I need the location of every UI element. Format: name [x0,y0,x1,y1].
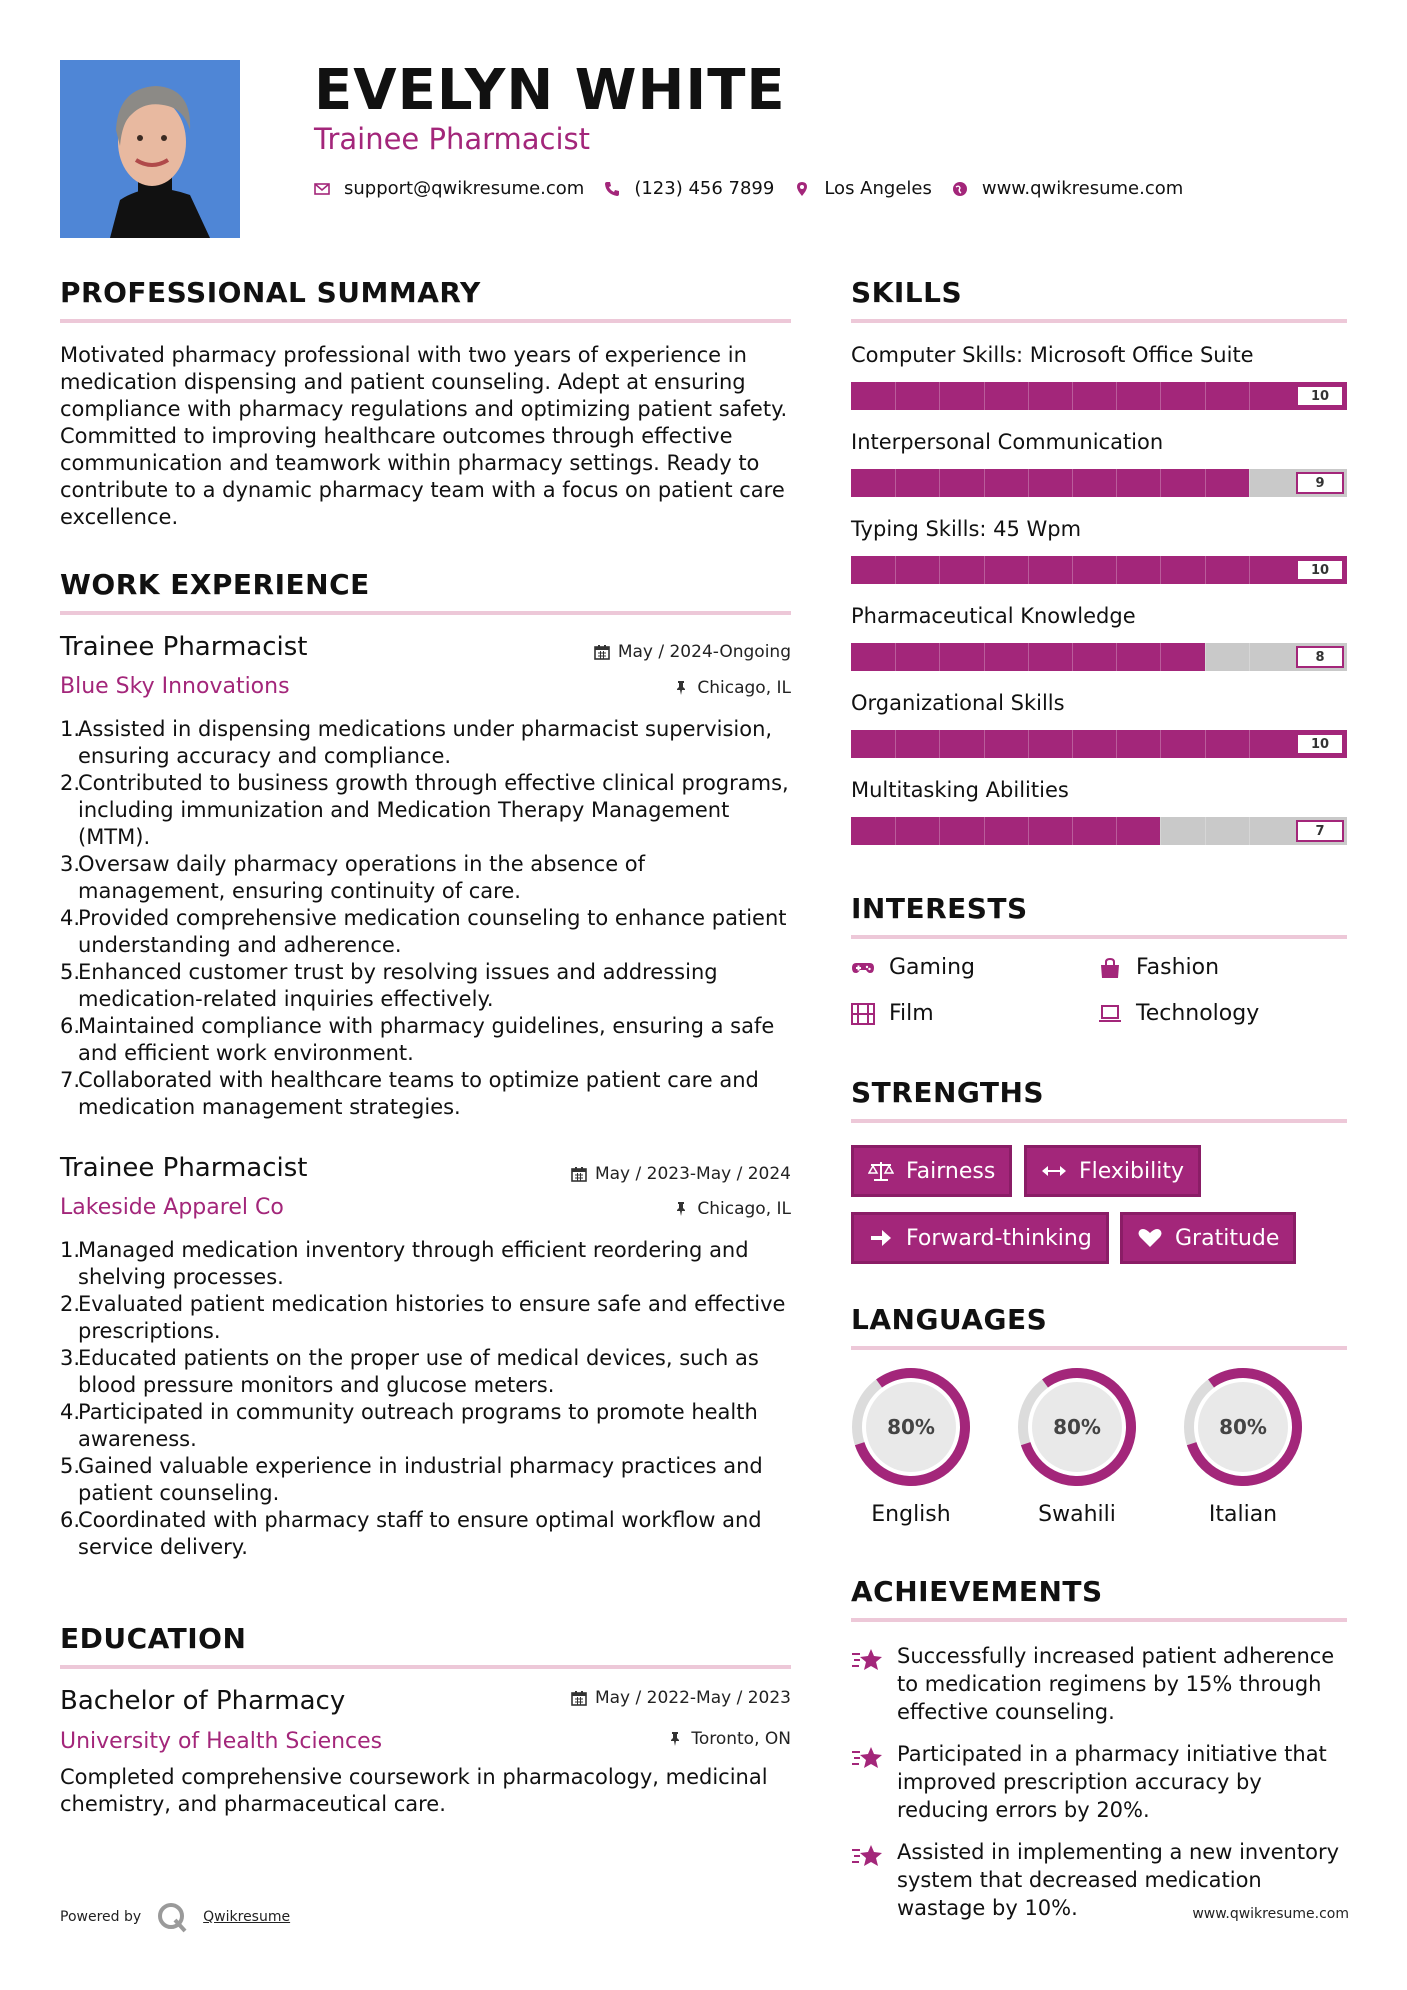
skill-bar-tick [1205,382,1206,410]
shooting-star-icon [851,1646,885,1674]
interest-item [1098,1001,1259,1026]
skill-bar-tick [1028,556,1029,584]
skill-bar-tick [984,469,985,497]
strengths-heading: STRENGTHS [851,1076,1045,1109]
skill-score: 10 [1296,733,1344,755]
skill-bar-tick [1072,643,1073,671]
candidate-role: Trainee Pharmacist [314,122,591,156]
job-1-bullets [60,716,795,1121]
skill-bar-tick [895,643,896,671]
skill-bar-tick [1116,730,1117,758]
education-heading: EDUCATION [60,1622,247,1655]
skill-score: 8 [1296,646,1344,668]
strength-tag [851,1212,1109,1264]
envelope-icon [314,181,330,197]
experience-heading: WORK EXPERIENCE [60,568,370,601]
arrow-right-icon [868,1227,894,1249]
ring-label: 80% [1053,1415,1101,1439]
job-1-title: Trainee Pharmacist [60,632,308,662]
list-item: Enhanced customer trust by resolving issues and addressing medication-related inquiries effectively. [78,960,718,1011]
gamepad-icon [851,957,875,979]
skill-bar-fill [851,469,1249,497]
skill-bar-tick [939,382,940,410]
skill-bar-tick [1160,643,1161,671]
interest-label: Fashion [1136,955,1220,980]
strength-label: Flexibility [1079,1158,1184,1184]
skill-bar [851,817,1347,845]
pushpin-icon [667,1731,683,1747]
skill-bar-tick [1160,382,1161,410]
skill-bar-tick [895,556,896,584]
strengths-divider [851,1119,1347,1123]
heart-icon [1137,1227,1163,1249]
skill-bar-tick [1116,643,1117,671]
skill-bar-tick [939,643,940,671]
skill-bar-tick [984,817,985,845]
skill-bar-tick [1205,469,1206,497]
footer-url[interactable]: www.qwikresume.com [1192,1906,1349,1922]
job-2-location [673,1199,791,1219]
job-1-company: Blue Sky Innovations [60,674,290,699]
summary-divider [60,319,791,323]
strength-tag [1120,1212,1296,1264]
strength-tag [1024,1145,1201,1197]
education-location-text: Toronto, ON [691,1729,791,1749]
job-2-dates [571,1164,791,1184]
skill-bar-tick [895,817,896,845]
skill-bar-tick [1205,556,1206,584]
languages-heading: LANGUAGES [851,1303,1048,1336]
skill-bar-tick [1249,817,1250,845]
language-ring [850,1366,972,1488]
skill-bar-tick [939,817,940,845]
education-location [667,1729,791,1749]
pushpin-icon [673,680,689,696]
calendar-icon [571,1690,587,1706]
skill-bar-tick [1205,730,1206,758]
email-text: support@qwikresume.com [344,178,585,199]
powered-by-text: Powered by [60,1909,142,1925]
skill-bar-tick [1160,730,1161,758]
achievement-text: Successfully increased patient adherence to medication regimens by 15% through effective counseling. [897,1644,1335,1724]
skill-bar [851,556,1347,584]
language-name: Italian [1208,1502,1278,1527]
interest-label: Film [889,1001,934,1026]
job-2-company: Lakeside Apparel Co [60,1195,284,1220]
skill-bar-tick [984,382,985,410]
skill-bar-tick [895,469,896,497]
list-item: Oversaw daily pharmacy operations in the absence of management, ensuring continuity of care. [78,852,646,903]
profile-photo [60,60,240,238]
job-1-dates-text: May / 2024-Ongoing [617,642,791,662]
skill-bar-tick [1205,817,1206,845]
shooting-star-icon [851,1744,885,1772]
job-1-location [673,678,791,698]
ring-label: 80% [887,1415,935,1439]
list-item: Managed medication inventory through efficient reordering and shelving processes. [78,1238,749,1289]
skill-bar-tick [984,556,985,584]
education-school: University of Health Sciences [60,1729,383,1754]
website-text: www.qwikresume.com [981,178,1184,199]
skill-bar-tick [1116,817,1117,845]
skill-bar [851,469,1347,497]
contact-website[interactable] [952,178,1183,199]
experience-divider [60,611,791,615]
skill-bar-tick [1116,382,1117,410]
contact-location [794,178,932,199]
qwikresume-logo-icon [155,1900,189,1934]
contact-bar [314,178,1203,199]
summary-heading: PROFESSIONAL SUMMARY [60,276,481,309]
skill-bar-fill [851,556,1347,584]
skill-bar-tick [895,730,896,758]
skill-score: 7 [1296,820,1344,842]
skills-divider [851,319,1347,323]
interest-label: Gaming [889,955,975,980]
calendar-icon [594,644,610,660]
language-item [1016,1366,1138,1527]
skill-bar-tick [1072,730,1073,758]
skill-bar-tick [1249,730,1250,758]
summary-text: Motivated pharmacy professional with two years of experience in medication dispensing and patient counseling. Adept at ensuring compliance with pharmacy regulations and optimizing patient safety. Committed to improving healthcare outcomes through effective communication and teamwork within pharmacy settings. Ready to contribute to a dynamic pharmacy team with a focus on patient care excellence. [60,343,788,529]
skill-bar-tick [1116,556,1117,584]
skill-score: 10 [1296,385,1344,407]
job-2-bullets [60,1237,795,1561]
education-degree: Bachelor of Pharmacy [60,1686,346,1716]
list-item: Gained valuable experience in industrial pharmacy practices and patient counseling. [78,1454,763,1505]
skill-bar-tick [1028,730,1029,758]
language-ring [1182,1366,1304,1488]
skill-bar-tick [1205,643,1206,671]
list-item: Evaluated patient medication histories to ensure safe and effective prescriptions. [78,1292,786,1343]
ring-label: 80% [1219,1415,1267,1439]
achievement-item [851,1740,1351,1824]
skill-bar [851,643,1347,671]
skill-bar-tick [1072,817,1073,845]
achievement-text: Participated in a pharmacy initiative that improved prescription accuracy by reducing errors by 20%. [897,1742,1327,1822]
globe-icon [952,181,968,197]
education-divider [60,1665,791,1669]
skill-bar [851,730,1347,758]
list-item: Maintained compliance with pharmacy guidelines, ensuring a safe and efficient work environment. [78,1014,775,1065]
interests-divider [851,935,1347,939]
list-item: Provided comprehensive medication counseling to enhance patient understanding and adherence. [78,906,787,957]
skill-name: Organizational Skills [851,691,1065,715]
interest-item [851,1001,934,1026]
achievements-divider [851,1618,1347,1622]
education-description: Completed comprehensive coursework in pharmacology, medicinal chemistry, and pharmaceutical care. [60,1765,768,1816]
job-1-dates [594,642,791,662]
balance-scale-icon [868,1160,894,1182]
contact-phone[interactable] [604,178,774,199]
skill-bar-tick [1249,382,1250,410]
pushpin-icon [673,1201,689,1217]
skill-bar-tick [939,469,940,497]
strength-label: Fairness [906,1158,996,1184]
skill-bar-tick [1028,382,1029,410]
education-dates-text: May / 2022-May / 2023 [594,1688,791,1708]
phone-text: (123) 456 7899 [634,178,775,199]
skill-bar-tick [1160,817,1161,845]
film-icon [851,1003,875,1025]
skill-bar-tick [1160,469,1161,497]
portrait-image [60,60,240,238]
list-item: Participated in community outreach programs to promote health awareness. [78,1400,758,1451]
skill-bar-tick [984,643,985,671]
language-name: Swahili [1038,1502,1116,1527]
strength-label: Gratitude [1175,1225,1280,1251]
skill-bar-fill [851,382,1347,410]
strength-tag [851,1145,1012,1197]
achievement-text: Assisted in implementing a new inventory system that decreased medication wastage by 10%. [897,1840,1340,1920]
list-item: Assisted in dispensing medications under pharmacist supervision, ensuring accuracy and compliance. [78,717,773,768]
skill-bar-fill [851,817,1160,845]
skill-bar-tick [1072,469,1073,497]
list-item: Coordinated with pharmacy staff to ensure optimal workflow and service delivery. [78,1508,762,1559]
skill-name: Typing Skills: 45 Wpm [851,517,1082,541]
calendar-icon [571,1166,587,1182]
job-2-dates-text: May / 2023-May / 2024 [594,1164,791,1184]
contact-email[interactable] [314,178,584,199]
achievements-heading: ACHIEVEMENTS [851,1575,1103,1608]
skill-bar-tick [1072,382,1073,410]
skill-bar-tick [939,730,940,758]
achievement-item [851,1642,1351,1726]
skill-bar-tick [1249,556,1250,584]
strength-label: Forward-thinking [906,1225,1092,1251]
skill-bar-tick [895,382,896,410]
interest-label: Technology [1136,1001,1260,1026]
education-dates [571,1688,791,1708]
shooting-star-icon [851,1842,885,1870]
brand-link[interactable]: Qwikresume [203,1909,291,1925]
skill-score: 10 [1296,559,1344,581]
language-ring [1016,1366,1138,1488]
skill-bar-tick [984,730,985,758]
job-2-location-text: Chicago, IL [697,1199,791,1219]
interest-item [1098,955,1219,980]
skill-name: Pharmaceutical Knowledge [851,604,1136,628]
skill-bar-tick [1249,643,1250,671]
skill-bar-tick [939,556,940,584]
skill-bar-tick [1028,817,1029,845]
list-item: Collaborated with healthcare teams to optimize patient care and medication management strategies. [78,1068,759,1119]
skill-bar-fill [851,730,1347,758]
skills-heading: SKILLS [851,276,963,309]
job-2-title: Trainee Pharmacist [60,1153,308,1183]
list-item: Contributed to business growth through effective clinical programs, including immunization and Medication Therapy Management (MTM). [78,771,789,849]
job-1-location-text: Chicago, IL [697,678,791,698]
interests-heading: INTERESTS [851,892,1028,925]
skill-name: Interpersonal Communication [851,430,1164,454]
skill-bar-tick [1116,469,1117,497]
phone-icon [604,181,620,197]
language-name: English [871,1502,951,1527]
languages-divider [851,1346,1347,1350]
skill-name: Computer Skills: Microsoft Office Suite [851,343,1254,367]
map-pin-icon [794,181,810,197]
skill-bar-tick [1072,556,1073,584]
skill-bar-tick [1028,643,1029,671]
footer-powered-by [60,1900,290,1934]
skill-score: 9 [1296,472,1344,494]
laptop-icon [1098,1003,1122,1025]
language-item [1182,1366,1304,1527]
skill-bar-tick [1249,469,1250,497]
skill-bar-tick [1028,469,1029,497]
skill-name: Multitasking Abilities [851,778,1069,802]
interest-item [851,955,975,980]
list-item: Educated patients on the proper use of medical devices, such as blood pressure monitors and glucose meters. [78,1346,759,1397]
language-item [850,1366,972,1527]
candidate-name: EVELYN WHITE [314,58,786,123]
skill-bar-tick [1160,556,1161,584]
location-text: Los Angeles [824,178,932,199]
shopping-bag-icon [1098,957,1122,979]
skill-bar [851,382,1347,410]
arrows-horizontal-icon [1041,1160,1067,1182]
